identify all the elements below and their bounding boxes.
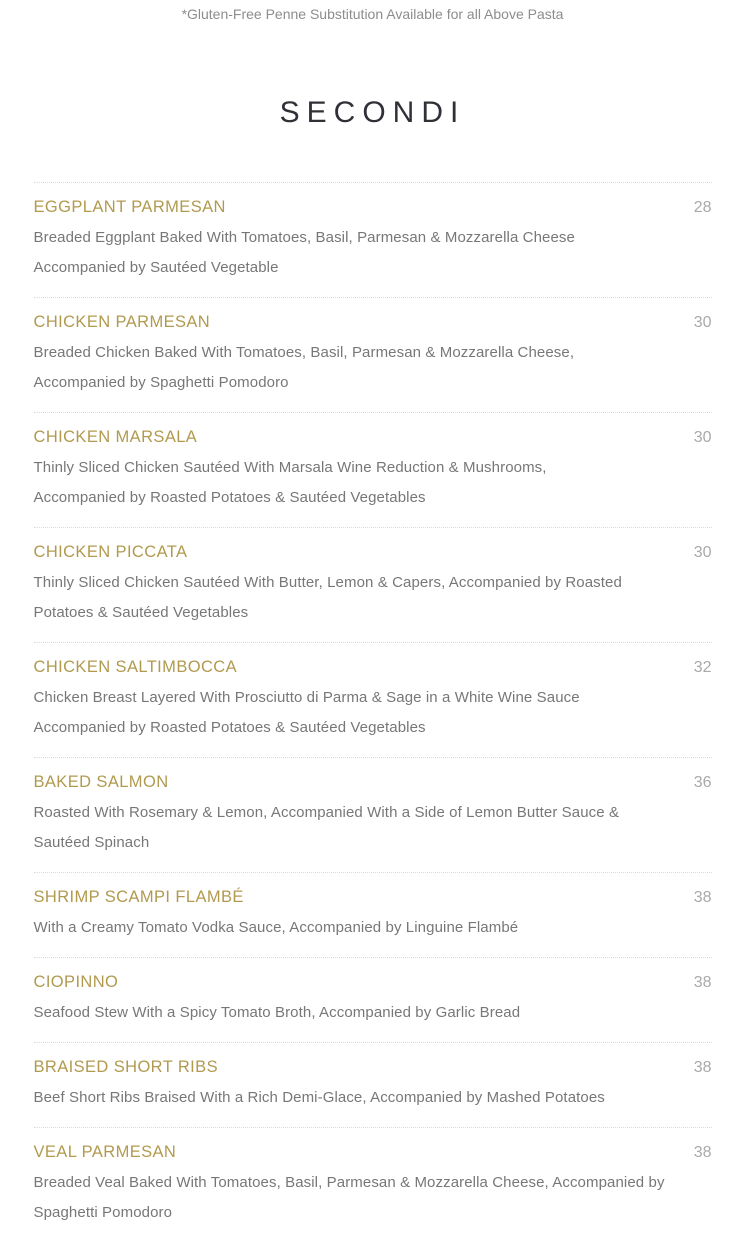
menu-item	[34, 1127, 712, 1242]
dish-description-line: Breaded Eggplant Baked With Tomatoes, Basil, Parmesan & Mozzarella Cheese	[33, 229, 575, 246]
menu-item	[34, 412, 712, 527]
dish-name: CHICKEN PARMESAN	[33, 313, 211, 331]
dish-description-line: Seafood Stew With a Spicy Tomato Broth, Accompanied by Garlic Bread	[33, 1004, 521, 1021]
dish-price: 36	[693, 774, 712, 791]
dish-price: 38	[693, 889, 712, 906]
dish-description-line: Chicken Breast Layered With Prosciutto di Parma & Sage in a White Wine Sauce	[33, 689, 580, 706]
dish-name: CHICKEN MARSALA	[33, 428, 198, 446]
menu-item	[34, 872, 712, 957]
menu-item-header	[34, 196, 712, 219]
dish-price: 38	[693, 974, 712, 991]
dish-name: CHICKEN SALTIMBOCCA	[33, 658, 237, 676]
menu-item	[34, 757, 712, 872]
menu-list	[34, 182, 712, 1242]
dish-description-line: With a Creamy Tomato Vodka Sauce, Accompanied by Linguine Flambé	[33, 919, 519, 936]
dish-description-line: Breaded Veal Baked With Tomatoes, Basil, Parmesan & Mozzarella Cheese, Accompanied by	[33, 1174, 665, 1191]
section-title: SECONDI	[279, 96, 466, 129]
menu-item-header	[34, 426, 712, 449]
dish-name: EGGPLANT PARMESAN	[33, 198, 226, 216]
dish-description-line: Accompanied by Roasted Potatoes & Sautéed Vegetables	[33, 719, 426, 736]
dish-description-line: Breaded Chicken Baked With Tomatoes, Basil, Parmesan & Mozzarella Cheese,	[33, 344, 575, 361]
dish-description-line: Thinly Sliced Chicken Sautéed With Marsala Wine Reduction & Mushrooms,	[33, 459, 547, 476]
dish-description	[34, 913, 712, 943]
dish-description	[34, 798, 712, 858]
dish-price: 30	[693, 544, 712, 561]
menu-item	[34, 1042, 712, 1127]
menu-item	[34, 527, 712, 642]
dish-price: 30	[693, 429, 712, 446]
dish-description-line: Sautéed Spinach	[33, 834, 150, 851]
menu-item-header	[34, 971, 712, 994]
dish-description-line: Spaghetti Pomodoro	[33, 1204, 173, 1221]
menu-item-header	[34, 311, 712, 334]
dish-description	[34, 338, 712, 398]
menu-item-header	[34, 541, 712, 564]
dish-name: BAKED SALMON	[33, 773, 169, 791]
dish-price: 32	[693, 659, 712, 676]
dish-price: 38	[693, 1144, 712, 1161]
dish-description-line: Thinly Sliced Chicken Sautéed With Butter, Lemon & Capers, Accompanied by Roasted	[33, 574, 622, 591]
dish-name: CIOPINNO	[33, 973, 119, 991]
menu-item-header	[34, 656, 712, 679]
dish-description	[34, 568, 712, 628]
gluten-free-note: *Gluten-Free Penne Substitution Available for all Above Pasta	[181, 6, 564, 22]
dish-price: 30	[693, 314, 712, 331]
menu-item-header	[34, 1056, 712, 1079]
dish-name: CHICKEN PICCATA	[33, 543, 188, 561]
menu-item-header	[34, 886, 712, 909]
dish-description	[34, 223, 712, 283]
dish-price: 28	[693, 199, 712, 216]
menu-item-header	[34, 771, 712, 794]
dish-name: BRAISED SHORT RIBS	[33, 1058, 218, 1076]
dish-description	[34, 1083, 712, 1113]
menu-item	[34, 182, 712, 297]
dish-description-line: Potatoes & Sautéed Vegetables	[33, 604, 249, 621]
dish-description-line: Roasted With Rosemary & Lemon, Accompanied With a Side of Lemon Butter Sauce &	[33, 804, 620, 821]
dish-description-line: Accompanied by Spaghetti Pomodoro	[33, 374, 289, 391]
dish-description	[34, 683, 712, 743]
dish-price: 38	[693, 1059, 712, 1076]
dish-description-line: Beef Short Ribs Braised With a Rich Demi-Glace, Accompanied by Mashed Potatoes	[33, 1089, 605, 1106]
menu-item	[34, 642, 712, 757]
dish-name: VEAL PARMESAN	[33, 1143, 177, 1161]
dish-description	[34, 1168, 712, 1228]
dish-description-line: Accompanied by Sautéed Vegetable	[33, 259, 279, 276]
menu-item	[34, 957, 712, 1042]
dish-description-line: Accompanied by Roasted Potatoes & Sautéed Vegetables	[33, 489, 426, 506]
menu-item	[34, 297, 712, 412]
dish-description	[34, 998, 712, 1028]
menu-item-header	[34, 1141, 712, 1164]
dish-description	[34, 453, 712, 513]
dish-name: SHRIMP SCAMPI FLAMBÉ	[33, 888, 244, 906]
